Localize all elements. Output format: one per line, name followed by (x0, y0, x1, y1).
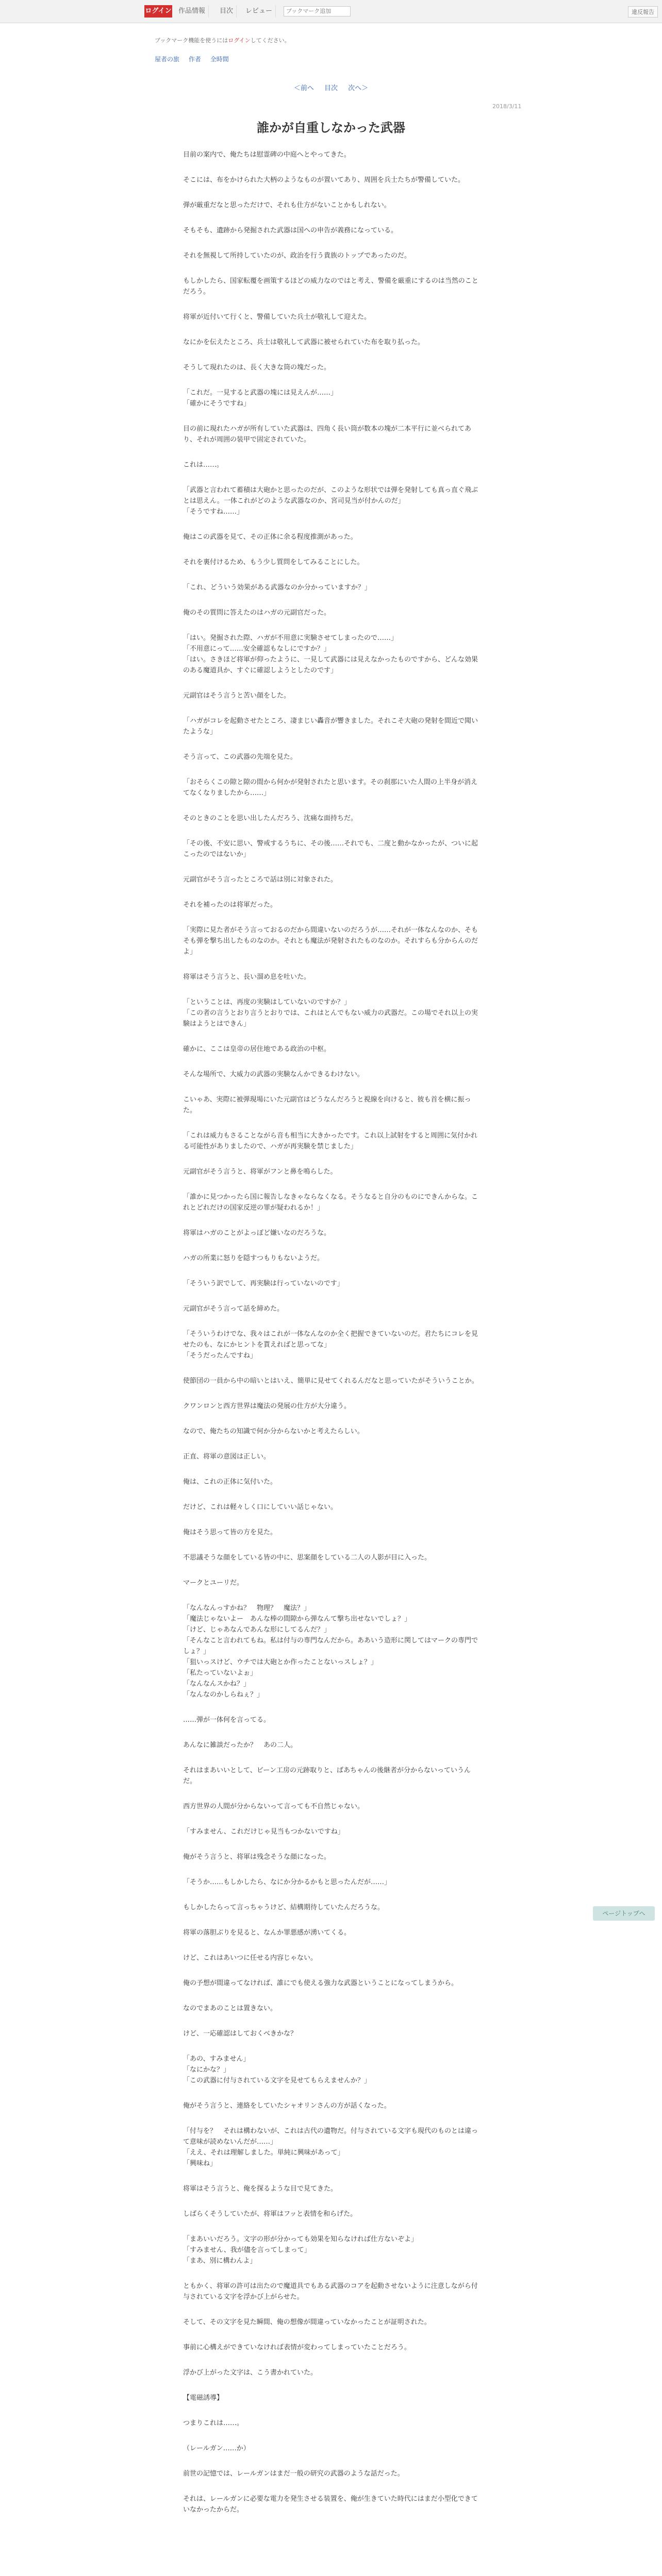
paragraph: 将軍はハガのことがよっぽど嫌いなのだろうな。 (183, 1229, 331, 1237)
paragraph: 「すみません、これだけじゃ見当もつかないですね」 (183, 1828, 344, 1836)
nav-review[interactable]: レビュー (242, 5, 276, 18)
paragraph: 「そういう訳でして、再実験は行っていないのです」 (183, 1280, 344, 1287)
paragraph: 将軍はそう言うと、俺を探るような目で見てきた。 (183, 2185, 338, 2193)
paragraph: そうして現れたのは、長く大きな筒の塊だった。 (183, 364, 331, 371)
paragraph: つまりこれは……。 (183, 2419, 244, 2427)
chapter-title: 誰かが自重しなかった武器 (257, 121, 405, 135)
paragraph: 俺がそう言うと、連絡をしていたシャオリンさんの方が話くなった。 (183, 2102, 391, 2110)
paragraph: マークとユーリだ。 (183, 1579, 244, 1587)
paragraph: なので、俺たちの知識で何か分からないかと考えたらしい。 (183, 1428, 364, 1435)
paragraph: 事前に心構えができていなければ表情が変わってしまっていたことだろう。 (183, 2344, 411, 2351)
breadcrumb-work[interactable]: 屋者の旅 (155, 56, 180, 63)
paragraph: けど、一応確認はしておくべきかな？ (183, 2030, 297, 2038)
nav-toc[interactable]: 目次 (217, 5, 237, 18)
paragraph: そこには、布をかけられた大柄のようなものが置いてあり、周囲を兵士たちが警備していた。 (183, 176, 465, 184)
paragraph: 【電磁誘導】 (183, 2394, 224, 2402)
paragraph: 「これだ。一見すると武器の塊には見えんが……」 「確かにそうですね」 (183, 389, 338, 408)
paragraph: 将軍はそう言うと、長い溜め息を吐いた。 (183, 973, 311, 981)
toc-link[interactable]: 目次 (324, 84, 338, 92)
paragraph: 「そういうわけでな、我々はこれが一体なんなのか全く把握できていないのだ。君たちにコレを見せたのも、なにかヒントを貰えればと思ってな」 「そうだったんですね」 (183, 1330, 478, 1360)
paragraph: 「ハガがコレを起動させたところ、凄まじい轟音が響きました。それこそ大砲の発射を間近で聞いたような」 (183, 717, 478, 736)
breadcrumb-all[interactable]: 全時間 (210, 56, 229, 63)
paragraph: 「これ、どういう効果がある武器なのか分かっていますか？」 (183, 584, 371, 591)
paragraph: 俺の予想が間違ってなければ、誰にでも使える強力な武器ということになってしまうから。 (183, 1979, 458, 1987)
paragraph: 使節団の一員から中の暗いとはいえ、簡単に見せてくれるんだなと思っていたがそういうことか。 (183, 1377, 478, 1385)
login-button[interactable]: ログイン (144, 5, 172, 18)
paragraph: 「実際に見た者がそう言っておるのだから間違いないのだろうが……それが一体なんなのか、そもそも弾を撃ち出したものなのか。それとも魔法が発射されたものなのか。それすらも分からんのだよ」 (183, 926, 478, 956)
paragraph: 俺がそう言うと、将軍は残念そうな顔になった。 (183, 1853, 331, 1861)
paragraph: ……弾が一体何を言ってる。 (183, 1716, 271, 1724)
paragraph: 浮かび上がった文字は、こう書かれていた。 (183, 2369, 318, 2377)
report-button[interactable]: 違反報告 (628, 6, 658, 18)
paragraph: そんな場所で、大威力の武器の実験なんかできるわけない。 (183, 1071, 364, 1078)
paragraph: クワンロンと西方世界は魔法の発展の仕方が大分違う。 (183, 1402, 351, 1410)
paragraph: 「付与を？ それは構わないが、これは古代の遺物だ。付与されている文字も現代のものとは違って意味が読めないんだが……」 「ええ、それは理解しました。単純に興味があって」 「興味ね」 (183, 2127, 478, 2167)
note-suffix: してください。 (250, 37, 290, 44)
paragraph: 将軍の落胆ぶりを見ると、なんか罪悪感が湧いてくる。 (183, 1929, 351, 1937)
breadcrumb (155, 55, 236, 63)
paragraph: 「武器と言われて蓄積は大砲かと思ったのだが、このような形状では弾を発射しても真っ直ぐ飛ぶとは思えん。一体これがどのような武器なのか、宮司見当が付かんのだ」 「そうですね……」 (183, 486, 478, 516)
paragraph: 目前の案内で、俺たちは慰霊碑の中庭へとやってきた。 (183, 151, 351, 159)
paragraph: 確かに、ここは皇帝の居住地である政治の中枢。 (183, 1045, 331, 1053)
paragraph: 「まあいいだろう。文字の形が分かっても効果を知らなければ仕方ないぞよ」 「すみません、我が儘を言ってしまって」 「まあ、別に構わんよ」 (183, 2235, 418, 2265)
paragraph: しばらくそうしていたが、将軍はフッと表情を和らげた。 (183, 2210, 357, 2218)
paragraph: 目の前に現れたハガが所有していた武器は、四角く長い筒が数本の塊が二本平行に並べられてあり、それが周囲の装甲で固定されていた。 (183, 425, 472, 444)
paragraph: それはまあいいとして、ビーン工房の元跡取りと、ばあちゃんの後継者が分からないっていうんだ。 (183, 1767, 471, 1785)
paragraph: 「誰かに見つかったら国に報告しなきゃならなくなる。そうなると自分のものにできんからな。これとどれだけの国家反逆の罪が疑われるか！」 (183, 1193, 478, 1212)
paragraph: ハガの所業に怒りを隠すつもりもないようだ。 (183, 1255, 324, 1262)
paragraph: 俺はこの武器を見て、その正体に余る程度推測があった。 (183, 533, 357, 541)
prev-link[interactable]: ＜前へ (293, 84, 314, 92)
paragraph: それを裏付けるため、もう少し質問をしてみることにした。 (183, 558, 364, 566)
paragraph: もしかしたら、国家転覆を画策するほどの威力なのではと考え、警備を厳重にするのは当然のことだろう。 (183, 277, 478, 296)
paragraph: 「はい。発掘された際、ハガが不用意に実験させてしまったので……」 「不用意にって……安全確認もなしにですか？」 「はい。さきほど将軍が仰ったように、一見して武器には見えなかったものですから、どんな効果のある魔道具か、すぐに確認しようとしたのです」 (183, 634, 478, 674)
paragraph: 不思議そうな顔をしている皆の中に、思案顔をしている二人の人影が目に入った。 (183, 1554, 432, 1562)
paragraph: 元副官がそう言って話を締めた。 (183, 1305, 284, 1313)
note-login-link[interactable]: ログイン (228, 37, 251, 44)
paragraph: 「これは威力もさることながら音も相当に大きかったです。これ以上試射をすると周囲に気付かれる可能性がありましたので、ハガが再実験を禁じました」 (183, 1132, 477, 1150)
paragraph: 西方世界の人間が分からないって言っても不自然じゃない。 (183, 1803, 365, 1810)
paragraph: なのでまあのことは置きない。 (183, 2005, 277, 2012)
next-link[interactable]: 次へ＞ (348, 84, 369, 92)
paragraph: あんなに雑談だったか？ あの二人。 (183, 1741, 297, 1749)
paragraph: それは、レールガンに必要な電力を発生させる装置を、俺が生きていた時代にはまだ小型化できていなかったからだ。 (183, 2495, 478, 2514)
paragraph: 正直、将軍の意図は正しい。 (183, 1453, 271, 1461)
paragraph: そう言って、この武器の先端を見た。 (183, 753, 297, 761)
paragraph: 「あの、すみません」 「なにかな？」 「この武器に付与されている文字を見せてもらえませんか？」 (183, 2055, 371, 2084)
nav-work-info[interactable]: 作品情報 (175, 5, 209, 18)
paragraph: だけど、これは軽々しく口にしていい話じゃない。 (183, 1503, 338, 1511)
paragraph: なにかを伝えたところ、兵士は敬礼して武器に被せられていた布を取り払った。 (183, 338, 425, 346)
paragraph: そのときのことを思い出したんだろう、沈痛な面持ちだ。 (183, 815, 358, 822)
paragraph: 「ということは、再度の実験はしていないのですか？」 「この者の言うとおり言うとおりでは、これはとんでもない威力の武器だ。この場でそれ以上の実験はようとはできん」 (183, 998, 478, 1028)
paragraph: 俺は、これの正体に気付いた。 (183, 1478, 277, 1486)
note-prefix: ブックマーク機能を使うには (155, 37, 228, 44)
paragraph: それを無視して所持していたのが、政治を行う貴族のトップであったのだ。 (183, 252, 411, 260)
bookmark-note (155, 36, 290, 44)
paragraph: 元副官がそう言うと、将軍がフンと鼻を鳴らした。 (183, 1168, 337, 1176)
paragraph: 「なんなんっすかね？ 物理？ 魔法？」 「魔法じゃないよー あんな棒の間隙から弾なんて撃ち出せないでしょ？」 「けど、じゃあなんであんな形にしてるんだ？」 「そんなこと言われてもね。私は付与の専門なんだから。ああいう造形に関してはマークの専門でしょ？」 「狙いっスけど、ウチでは大砲とか作ったことないっスしょ？」 「私たっていないよぉ」 「なんなんスかね？」 「なんなのかしらねぇ？」 (183, 1604, 478, 1699)
paragraph: 「その後、不安に思い、警戒するうちに、その後……それでも、二度と動かなかったが、ついに起こったのではないか」 (183, 840, 478, 858)
paragraph: そもそも、遺跡から発掘された武器は国への申告が義務になっている。 (183, 227, 398, 234)
paragraph: 元副官はそう言うと苦い顔をした。 (183, 692, 291, 700)
paragraph: 前世の記憶では、レールガンはまだ一般の研究の武器のような話だった。 (183, 2470, 404, 2478)
paragraph: 将軍が近付いて行くと、警備していた兵士が敬礼して迎えた。 (183, 313, 371, 321)
breadcrumb-author[interactable]: 作者 (188, 56, 201, 63)
paragraph: もしかしたらって言っちゃうけど、結構期待していたんだろうな。 (183, 1904, 385, 1911)
paragraph: 俺のその質問に答えたのはハガの元副官だった。 (183, 609, 331, 617)
paragraph: けど、これはあいつに任せる内容じゃない。 (183, 1954, 318, 1962)
paragraph: そして、その文字を見た瞬間、俺の想像が間違っていなかったことが証明された。 (183, 2318, 431, 2326)
page-top-button[interactable]: ページトップへ (593, 1906, 655, 1921)
top-pager (0, 82, 662, 92)
paragraph: ともかく、将軍の許可は出たので魔道具でもある武器のコアを起動させないように注意しながら付与されている文字を浮かび上がらせた。 (183, 2282, 478, 2301)
paragraph: 元副官がそう言ったところで話は別に対象された。 (183, 876, 337, 884)
paragraph: それを補ったのは将軍だった。 (183, 901, 277, 909)
post-date: 2018/3/11 (492, 103, 522, 110)
paragraph: 「そうか……もしかしたら、なにか分かるかもと思ったんだが……」 (183, 1878, 391, 1886)
top-navigation-bar (0, 0, 662, 23)
paragraph: （レールガン……か） (183, 2445, 250, 2452)
bookmark-input[interactable] (284, 6, 351, 16)
paragraph: こいゃあ、実際に被弾現場にいた元副官はどうなんだろうと視線を向けると、彼も首を横に振った。 (183, 1096, 471, 1114)
paragraph: これは……。 (183, 461, 224, 469)
chapter-body (183, 149, 479, 2530)
paragraph: 弾が厳重だなと思っただけで、それも仕方がないことかもしれない。 (183, 201, 391, 209)
paragraph: 「おそらくこの隙と隙の間から何かが発射されたと思います。その刹那にいた人間の上半身が消えてなくなりましたから……」 (183, 778, 477, 797)
paragraph: 俺はそう思って皆の方を見た。 (183, 1529, 277, 1536)
